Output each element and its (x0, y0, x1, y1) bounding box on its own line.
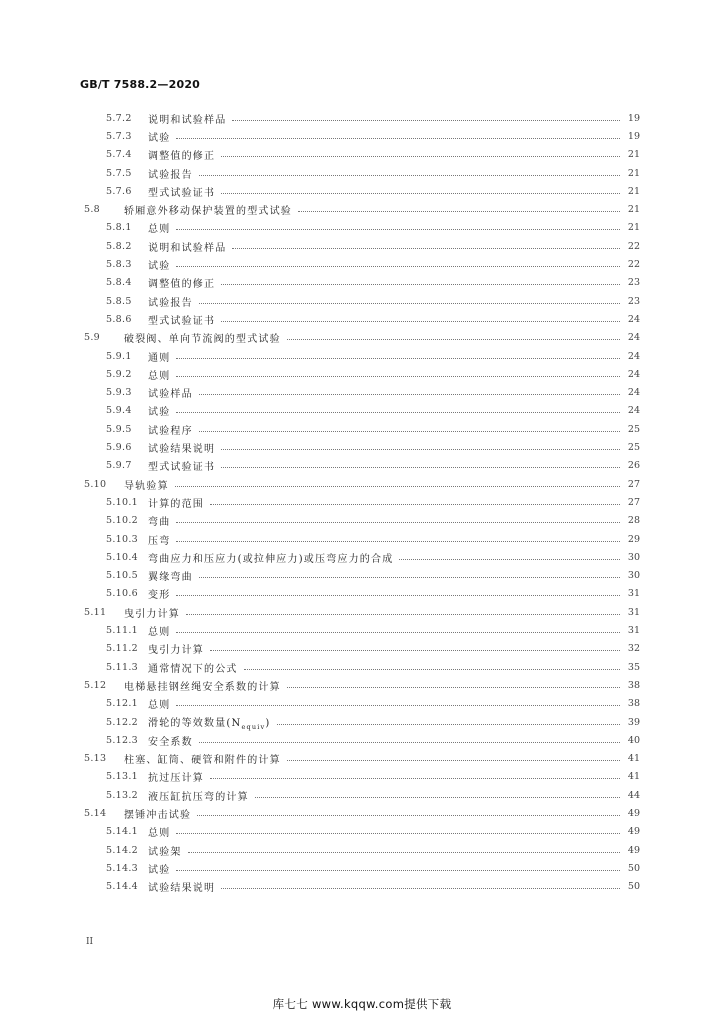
toc-entry-page: 30 (627, 551, 640, 563)
toc-entry-number: 5.11.1 (106, 625, 139, 637)
toc-entry-title-text: 总则 (148, 370, 171, 382)
toc-entry-title (148, 166, 193, 181)
dot-leader (186, 614, 620, 615)
toc-entry-title (124, 202, 292, 217)
toc-entry[interactable] (106, 146, 640, 164)
toc-entry-number: 5.8.3 (106, 259, 132, 271)
toc-entry-title (148, 367, 170, 382)
toc-entry[interactable] (106, 823, 640, 841)
toc-entry-title (148, 532, 170, 547)
toc-entry-title (148, 568, 193, 583)
toc-entry-title (148, 239, 226, 254)
dot-leader (197, 815, 620, 816)
dot-leader (399, 559, 620, 560)
toc-entry[interactable] (106, 640, 640, 658)
toc-entry-number: 5.12.3 (106, 734, 139, 746)
toc-entry-number: 5.12.2 (106, 716, 139, 728)
toc-entry[interactable] (106, 365, 640, 383)
toc-entry[interactable] (106, 274, 640, 292)
dot-leader (210, 778, 620, 779)
toc-entry-title-text: 电梯悬挂钢丝绳安全系数的计算 (124, 681, 281, 693)
dot-leader (176, 632, 620, 633)
toc-entry-title-text: 总则 (148, 627, 171, 639)
toc-entry[interactable] (106, 658, 640, 676)
toc-entry-title (148, 349, 170, 364)
toc-entry[interactable] (106, 713, 640, 731)
toc-entry-title (124, 330, 281, 345)
toc-entry-title-text: 轿厢意外移动保护装置的型式试验 (124, 206, 292, 218)
toc-entry-page: 19 (627, 130, 640, 142)
toc-entry-title (124, 605, 180, 620)
toc-entry-title-text: 滑轮的等效数量(N (148, 717, 242, 729)
toc-entry-page: 24 (627, 332, 640, 344)
toc-entry-page: 49 (627, 808, 640, 820)
toc-entry-title-text: 试验程序 (148, 425, 193, 437)
dot-leader (199, 577, 620, 578)
toc-entry-title-text: 试验报告 (148, 297, 193, 309)
toc-entry-title (148, 586, 170, 601)
dot-leader (176, 229, 620, 230)
toc-entry-page: 38 (627, 698, 640, 710)
toc-entry-page: 28 (627, 515, 640, 527)
toc-entry-title (148, 184, 215, 199)
toc-entry-number: 5.10.1 (106, 496, 139, 508)
toc-entry-page: 44 (627, 789, 640, 801)
toc-entry-number: 5.14 (84, 808, 107, 820)
toc-entry-page: 22 (627, 259, 640, 271)
dot-leader (176, 522, 620, 523)
toc-entry-number: 5.9 (84, 332, 101, 344)
toc-entry[interactable] (106, 255, 640, 273)
toc-entry-title-text: 型式试验证书 (148, 187, 216, 199)
toc-entry-number: 5.14.1 (106, 826, 139, 838)
toc-entry-page: 24 (627, 313, 640, 325)
toc-entry-title-text: 弯曲 (148, 517, 171, 529)
toc-entry-number: 5.9.6 (106, 442, 132, 454)
toc-entry-page: 22 (627, 240, 640, 252)
toc-entry-page: 24 (627, 368, 640, 380)
toc-entry-page: 25 (627, 442, 640, 454)
toc-entry-number: 5.11.3 (106, 661, 139, 673)
toc-entry[interactable] (106, 493, 640, 511)
toc-entry[interactable] (106, 109, 640, 127)
toc-entry-title (148, 257, 170, 272)
toc-entry[interactable] (106, 585, 640, 603)
toc-entry-title (148, 788, 249, 803)
toc-entry[interactable] (84, 329, 640, 347)
toc-entry-title-text: 说明和试验样品 (148, 242, 227, 254)
dot-leader (176, 870, 620, 871)
toc-entry-page: 19 (627, 112, 640, 124)
toc-entry-title-end: ) (265, 717, 271, 729)
toc-entry-title (148, 550, 393, 565)
dot-leader (175, 486, 620, 487)
toc-entry-number: 5.7.4 (106, 149, 132, 161)
toc-entry-title-text: 型式试验证书 (148, 315, 216, 327)
toc-entry-number: 5.10.6 (106, 588, 139, 600)
toc-entry[interactable] (106, 182, 640, 200)
toc-entry-title (148, 294, 193, 309)
toc-entry-number: 5.9.5 (106, 423, 132, 435)
toc-entry-number: 5.13.1 (106, 771, 139, 783)
toc-entry-number: 5.8 (84, 204, 101, 216)
toc-entry-number: 5.10.2 (106, 515, 139, 527)
toc-entry-title-text: 通则 (148, 352, 171, 364)
toc-entry-title (148, 403, 170, 418)
toc-entry-title (148, 422, 193, 437)
dot-leader (287, 339, 620, 340)
toc-entry-number: 5.10.3 (106, 533, 139, 545)
dot-leader (210, 650, 620, 651)
toc-entry-title-text: 总则 (148, 224, 171, 236)
toc-entry-page: 26 (627, 460, 640, 472)
dot-leader (176, 138, 620, 139)
toc-entry-page: 29 (627, 533, 640, 545)
toc-entry-title-text: 抗过压计算 (148, 773, 204, 785)
toc-entry-title (148, 769, 204, 784)
toc-entry-title (148, 843, 182, 858)
toc-entry[interactable] (106, 530, 640, 548)
toc-entry-title-text: 摆锤冲击试验 (124, 810, 192, 822)
toc-entry-page: 21 (627, 167, 640, 179)
toc-entry-page: 41 (627, 753, 640, 765)
toc-entry-title (148, 623, 170, 638)
dot-leader (244, 669, 620, 670)
toc-entry-title (148, 129, 170, 144)
toc-entry[interactable] (106, 512, 640, 530)
toc-entry-title-text: 试验架 (148, 846, 182, 858)
toc-entry-title (148, 440, 215, 455)
toc-entry-title (148, 513, 170, 528)
toc-entry-number: 5.11.2 (106, 643, 139, 655)
toc-entry-title-text: 总则 (148, 700, 171, 712)
toc-entry[interactable] (106, 438, 640, 456)
toc-entry-title-text: 翼缘弯曲 (148, 572, 193, 584)
toc-entry-title (148, 275, 215, 290)
toc-entry-page: 27 (627, 478, 640, 490)
dot-leader (188, 852, 620, 853)
toc-entry-page: 41 (627, 771, 640, 783)
toc-entry-title (148, 861, 170, 876)
toc-entry-number: 5.8.1 (106, 222, 132, 234)
standard-code-header: GB/T 7588.2—2020 (80, 78, 201, 91)
toc-entry-page: 50 (627, 881, 640, 893)
toc-entry-title (124, 806, 191, 821)
toc-entry-number: 5.14.2 (106, 844, 139, 856)
toc-entry[interactable] (84, 603, 640, 621)
toc-entry[interactable] (84, 676, 640, 694)
toc-entry-title (148, 660, 238, 675)
toc-entry-title (148, 641, 204, 656)
dot-leader (199, 175, 620, 176)
toc-entry[interactable] (106, 878, 640, 896)
toc-entry-number: 5.8.4 (106, 277, 132, 289)
toc-entry[interactable] (106, 859, 640, 877)
toc-entry-title (148, 714, 271, 731)
toc-entry-title-text: 试验报告 (148, 169, 193, 181)
toc-entry-number: 5.13.2 (106, 789, 139, 801)
toc-entry[interactable] (106, 841, 640, 859)
toc-entry-number: 5.10.5 (106, 570, 139, 582)
dot-leader (221, 156, 620, 157)
toc-entry[interactable] (106, 127, 640, 145)
toc-entry-page: 24 (627, 387, 640, 399)
toc-entry-title-text: 破裂阀、单向节流阀的型式试验 (124, 334, 281, 346)
dot-leader (176, 376, 620, 377)
toc-entry-page: 23 (627, 277, 640, 289)
toc-entry-number: 5.11 (84, 606, 107, 618)
toc-entry-title-text: 柱塞、缸筒、硬管和附件的计算 (124, 755, 281, 767)
download-watermark: 库七七 www.kqqw.com提供下载 (272, 997, 452, 1011)
toc-entry[interactable] (106, 402, 640, 420)
toc-entry-page: 30 (627, 570, 640, 582)
toc-entry-title-text: 调整值的修正 (148, 151, 216, 163)
toc-entry-page: 23 (627, 295, 640, 307)
toc-entry-number: 5.9.7 (106, 460, 132, 472)
dot-leader (287, 760, 620, 761)
toc-entry[interactable] (84, 804, 640, 822)
toc-entry-title (148, 111, 226, 126)
toc-entry-page: 21 (627, 185, 640, 197)
toc-entry-page: 21 (627, 222, 640, 234)
toc-entry[interactable] (106, 164, 640, 182)
toc-entry-page: 39 (627, 716, 640, 728)
toc-entry-number: 5.7.5 (106, 167, 132, 179)
dot-leader (210, 504, 620, 505)
dot-leader (221, 284, 620, 285)
toc-entry-title (148, 458, 215, 473)
toc-entry[interactable] (84, 750, 640, 768)
toc-entry[interactable] (106, 731, 640, 749)
toc-entry[interactable] (106, 621, 640, 639)
toc-entry-page: 49 (627, 844, 640, 856)
toc-entry[interactable] (106, 347, 640, 365)
dot-leader (176, 833, 620, 834)
toc-entry-title-text: 试验 (148, 132, 171, 144)
toc-entry-title-text: 压弯 (148, 535, 171, 547)
toc-entry-number: 5.7.2 (106, 112, 132, 124)
toc-entry-number: 5.13 (84, 753, 107, 765)
toc-entry-page: 38 (627, 679, 640, 691)
toc-entry-page: 40 (627, 734, 640, 746)
dot-leader (287, 687, 620, 688)
toc-entry-title-text: 调整值的修正 (148, 279, 216, 291)
toc-entry-title (124, 678, 281, 693)
toc-entry-title-text: 安全系数 (148, 736, 193, 748)
toc-entry-title-text: 导轨验算 (124, 480, 169, 492)
toc-entry-title-text: 总则 (148, 828, 171, 840)
toc-entry[interactable] (106, 786, 640, 804)
toc-entry-title-text: 试验 (148, 261, 171, 273)
dot-leader (176, 266, 620, 267)
toc-entry-page: 27 (627, 496, 640, 508)
toc-entry-page: 50 (627, 862, 640, 874)
toc-entry-number: 5.12.1 (106, 698, 139, 710)
toc-entry-page: 35 (627, 661, 640, 673)
toc-entry-number: 5.10.4 (106, 551, 139, 563)
toc-entry-title-text: 通常情况下的公式 (148, 663, 238, 675)
dot-leader (199, 431, 620, 432)
toc-entry[interactable] (84, 475, 640, 493)
toc-entry-title (148, 385, 193, 400)
toc-entry-page: 31 (627, 625, 640, 637)
toc-entry-number: 5.7.3 (106, 130, 132, 142)
dot-leader (277, 724, 620, 725)
toc-entry[interactable] (106, 384, 640, 402)
dot-leader (199, 303, 620, 304)
toc-entry-title (148, 147, 215, 162)
dot-leader (176, 705, 620, 706)
toc-entry-title-text: 试验 (148, 407, 171, 419)
toc-entry[interactable] (106, 237, 640, 255)
toc-entry-page: 32 (627, 643, 640, 655)
dot-leader (298, 211, 620, 212)
toc-entry-title-text: 弯曲应力和压应力(或拉伸应力)或压弯应力的合成 (148, 553, 394, 565)
dot-leader (221, 467, 620, 468)
toc-entry-page: 21 (627, 149, 640, 161)
toc-entry[interactable] (106, 695, 640, 713)
toc-entry-number: 5.9.4 (106, 405, 132, 417)
toc-entry-title-text: 试验样品 (148, 389, 193, 401)
toc-entry[interactable] (106, 292, 640, 310)
page-number: II (86, 937, 94, 947)
toc-entry-title-text: 曳引力计算 (148, 645, 204, 657)
dot-leader (176, 595, 620, 596)
toc-entry[interactable] (106, 420, 640, 438)
toc-entry-title-text: 液压缸抗压弯的计算 (148, 791, 249, 803)
dot-leader (176, 541, 620, 542)
dot-leader (176, 358, 620, 359)
dot-leader (199, 394, 620, 395)
toc-entry-page: 24 (627, 350, 640, 362)
toc-entry[interactable] (106, 548, 640, 566)
toc-entry-number: 5.14.3 (106, 862, 139, 874)
toc-entry-title (148, 312, 215, 327)
dot-leader (221, 193, 620, 194)
toc-entry-title (148, 696, 170, 711)
toc-entry-number: 5.7.6 (106, 185, 132, 197)
toc-entry-number: 5.14.4 (106, 881, 139, 893)
dot-leader (176, 412, 620, 413)
toc-entry-page: 24 (627, 405, 640, 417)
toc-entry-number: 5.8.2 (106, 240, 132, 252)
toc-entry-number: 5.9.2 (106, 368, 132, 380)
toc-entry-title-text: 变形 (148, 590, 171, 602)
toc-entry-title (148, 879, 215, 894)
toc-entry-title (124, 477, 169, 492)
dot-leader (255, 797, 620, 798)
toc-entry-title-text: 计算的范围 (148, 498, 204, 510)
toc-entry-title (148, 495, 204, 510)
dot-leader (221, 888, 620, 889)
toc-entry-title-text: 试验 (148, 864, 171, 876)
toc-entry-number: 5.8.6 (106, 313, 132, 325)
dot-leader (232, 248, 620, 249)
toc-entry[interactable] (106, 219, 640, 237)
toc-entry-page: 49 (627, 826, 640, 838)
toc-entry[interactable] (106, 457, 640, 475)
toc-entry-page: 31 (627, 606, 640, 618)
toc-entry-title (148, 733, 193, 748)
toc-entry-number: 5.9.3 (106, 387, 132, 399)
dot-leader (221, 449, 620, 450)
toc-entry-title (148, 220, 170, 235)
toc-entry-title (124, 751, 281, 766)
toc-entry-title-text: 试验结果说明 (148, 883, 216, 895)
toc-entry-title-text: 曳引力计算 (124, 608, 180, 620)
toc-entry-title-text: 型式试验证书 (148, 462, 216, 474)
dot-leader (221, 321, 620, 322)
toc-entry-title-subscript: equiv (241, 722, 266, 731)
toc-entry[interactable] (106, 310, 640, 328)
toc-entry-page: 31 (627, 588, 640, 600)
toc-entry-title (148, 824, 170, 839)
toc-entry[interactable] (106, 768, 640, 786)
dot-leader (232, 120, 620, 121)
toc-entry-number: 5.8.5 (106, 295, 132, 307)
toc-entry-page: 21 (627, 204, 640, 216)
dot-leader (199, 742, 620, 743)
toc-entry[interactable] (84, 201, 640, 219)
toc-entry-title-text: 试验结果说明 (148, 444, 216, 456)
toc-entry-number: 5.12 (84, 679, 107, 691)
toc-entry-title-text: 说明和试验样品 (148, 114, 227, 126)
toc-entry-page: 25 (627, 423, 640, 435)
toc-entry-number: 5.9.1 (106, 350, 132, 362)
toc-entry[interactable] (106, 567, 640, 585)
toc-entry-number: 5.10 (84, 478, 107, 490)
